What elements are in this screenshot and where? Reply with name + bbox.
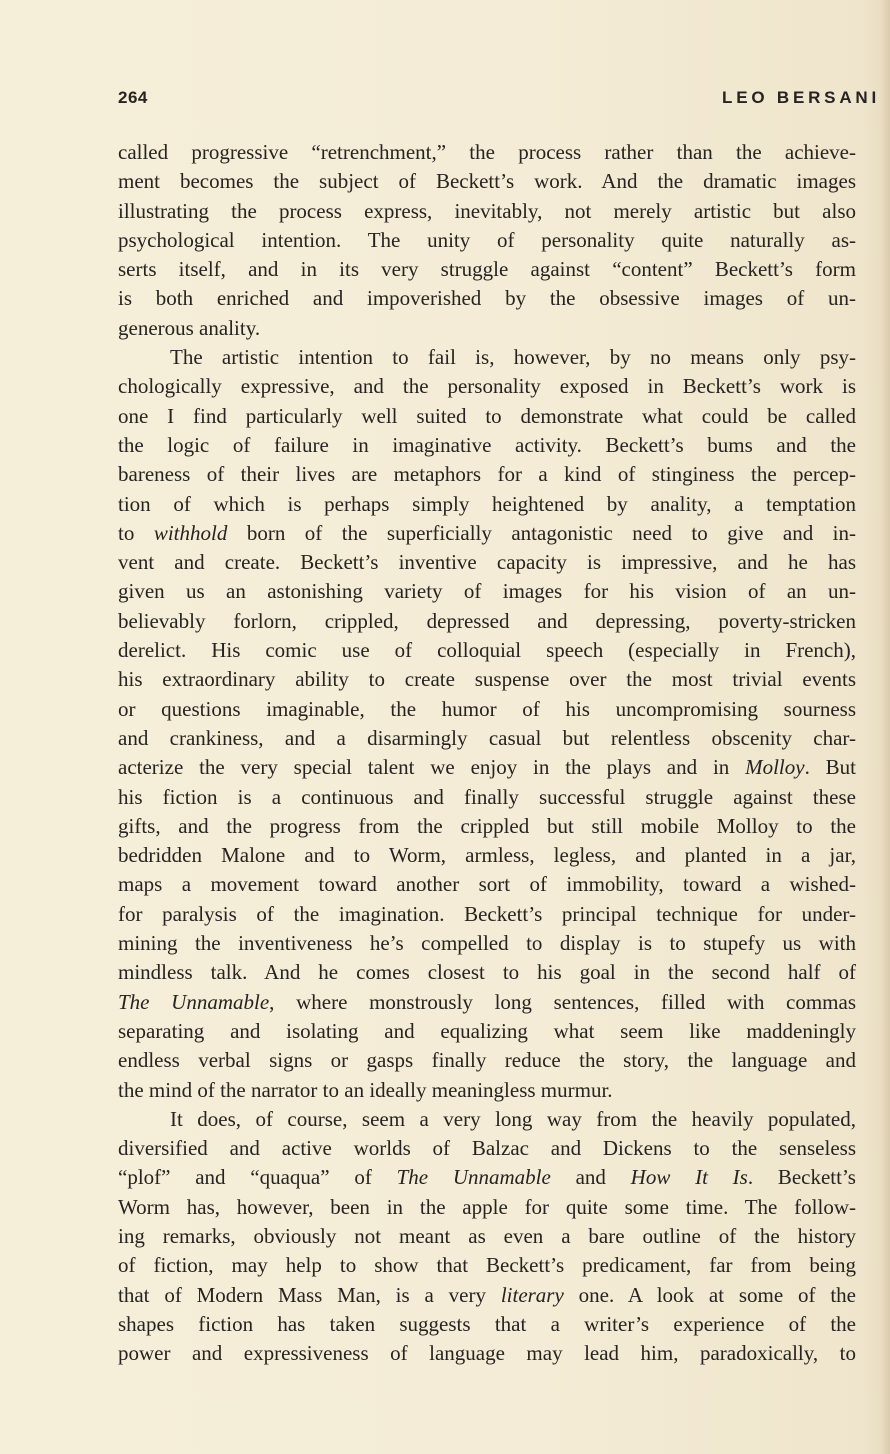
text-line: diversified and active worlds of Balzac and Dickens to the senseless [118, 1136, 856, 1161]
text-line: that of Modern Mass Man, is a very literary one. A look at some of the [118, 1282, 856, 1307]
text-line: The Unnamable, where monstrously long sentences, filled with commas [118, 989, 856, 1014]
text-line: endless verbal signs or gasps finally reduce the story, the language and [118, 1048, 856, 1073]
text-line: is both enriched and impoverished by the obsessive images of un- [118, 286, 856, 311]
text-line: generous anality. [118, 315, 261, 340]
text-line: bedridden Malone and to Worm, armless, legless, and planted in a jar, [118, 843, 856, 868]
text-line: of fiction, may help to show that Beckett’s predicament, far from being [118, 1253, 856, 1278]
text-line: chologically expressive, and the personality exposed in Beckett’s work is [118, 374, 856, 399]
text-line: separating and isolating and equalizing what seem like maddeningly [118, 1018, 856, 1043]
text-line: for paralysis of the imagination. Beckett’s principal technique for under- [118, 901, 856, 926]
text-line: derelict. His comic use of colloquial speech (especially in French), [118, 638, 856, 663]
text-line: gifts, and the progress from the crippled but still mobile Molloy to the [118, 813, 856, 838]
text-line: and crankiness, and a disarmingly casual but relentless obscenity char- [118, 725, 856, 750]
text-line: to withhold born of the superficially antagonistic need to give and in- [118, 520, 856, 545]
text-line: shapes fiction has taken suggests that a writer’s experience of the [118, 1311, 856, 1336]
text-line: It does, of course, seem a very long way from the heavily populated, [170, 1106, 856, 1131]
text-line: maps a movement toward another sort of immobility, toward a wished- [118, 872, 856, 897]
running-head [118, 88, 880, 118]
text-line: his extraordinary ability to create suspense over the most trivial events [118, 667, 856, 692]
text-line: bareness of their lives are metaphors for a kind of stinginess the percep- [118, 462, 856, 487]
text-line: ing remarks, obviously not meant as even a bare outline of the history [118, 1223, 856, 1248]
running-head-author: LEO BERSANI [722, 88, 880, 107]
text-line: illustrating the process express, inevitably, not merely artistic but also [118, 198, 856, 223]
text-line: “plof” and “quaqua” of The Unnamable and How It Is. Beckett’s [118, 1165, 856, 1190]
text-line: the mind of the narrator to an ideally meaningless murmur. [118, 1077, 613, 1102]
text-line: mindless talk. And he comes closest to his goal in the second half of [118, 960, 856, 985]
text-line: given us an astonishing variety of images for his vision of an un- [118, 579, 856, 604]
text-line: believably forlorn, crippled, depressed and depressing, poverty-stricken [118, 608, 856, 633]
text-line: or questions imaginable, the humor of his uncompromising sourness [118, 696, 856, 721]
text-line: serts itself, and in its very struggle against “content” Beckett’s form [118, 257, 856, 282]
text-line: one I find particularly well suited to demonstrate what could be called [118, 403, 856, 428]
text-line: The artistic intention to fail is, however, by no means only psy- [170, 345, 856, 370]
body-text [118, 138, 856, 1368]
text-line: Worm has, however, been in the apple for quite some time. The follow- [118, 1194, 856, 1219]
text-line: mining the inventiveness he’s compelled to display is to stupefy us with [118, 931, 856, 956]
text-line: his fiction is a continuous and finally successful struggle against these [118, 784, 856, 809]
text-line: power and expressiveness of language may lead him, paradoxically, to [118, 1341, 856, 1366]
text-line: ment becomes the subject of Beckett’s work. And the dramatic images [118, 169, 856, 194]
text-line: tion of which is perhaps simply heightened by anality, a temptation [118, 491, 856, 516]
text-line: called progressive “retrenchment,” the process rather than the achieve- [118, 140, 856, 164]
text-line: psychological intention. The unity of personality quite naturally as- [118, 227, 856, 252]
text-line: the logic of failure in imaginative activity. Beckett’s bums and the [118, 432, 856, 457]
page-number: 264 [118, 88, 148, 107]
text-line: acterize the very special talent we enjoy in the plays and in Molloy. But [118, 755, 856, 780]
page-edge [882, 0, 890, 1454]
text-line: vent and create. Beckett’s inventive capacity is impressive, and he has [118, 550, 856, 575]
